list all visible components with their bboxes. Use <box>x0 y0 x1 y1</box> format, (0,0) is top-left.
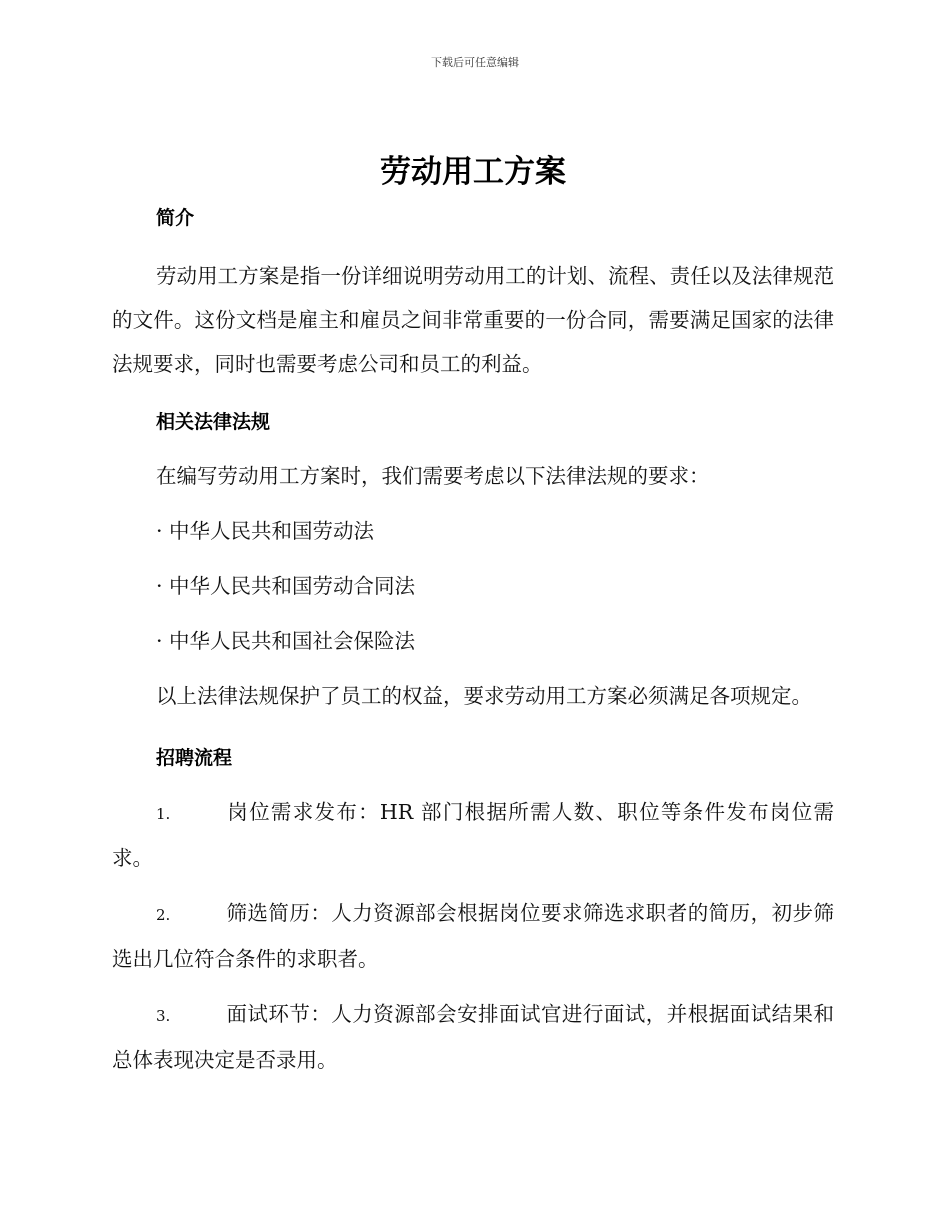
recruitment-step <box>112 992 834 1082</box>
laws-lead-paragraph: 在编写劳动用工方案时，我们需要考虑以下法律法规的要求： <box>156 464 710 488</box>
section-heading-laws: 相关法律法规 <box>156 411 271 433</box>
step-text: 筛选简历：人力资源部会根据岗位要求筛选求职者的简历，初步筛选出几位符合条件的求职者。 <box>112 901 834 971</box>
law-list-item: · 中华人民共和国社会保险法 <box>156 629 416 653</box>
step-number: 3. <box>156 1007 171 1025</box>
document-body <box>112 148 834 1082</box>
step-number: 2. <box>156 906 171 924</box>
recruitment-step <box>112 790 834 880</box>
section-heading-recruitment: 招聘流程 <box>156 747 233 769</box>
header-note: 下载后可任意编辑 <box>431 56 519 69</box>
step-number: 1. <box>156 805 171 823</box>
law-list-item: · 中华人民共和国劳动合同法 <box>156 574 416 598</box>
step-text: 岗位需求发布：HR 部门根据所需人数、职位等条件发布岗位需求。 <box>112 800 834 870</box>
document-title: 劳动用工方案 <box>380 154 566 190</box>
section-heading-intro: 简介 <box>156 207 195 229</box>
step-text: 面试环节：人力资源部会安排面试官进行面试，并根据面试结果和总体表现决定是否录用。 <box>112 1002 834 1072</box>
laws-closing-paragraph: 以上法律法规保护了员工的权益，要求劳动用工方案必须满足各项规定。 <box>156 684 812 708</box>
recruitment-step <box>112 891 834 981</box>
intro-paragraph: 劳动用工方案是指一份详细说明劳动用工的计划、流程、责任以及法律规范的文件。这份文档是雇主和雇员之间非常重要的一份合同，需要满足国家的法律法规要求，同时也需要考虑公司和员工的利益。 <box>112 264 834 376</box>
law-list-item: · 中华人民共和国劳动法 <box>156 519 375 543</box>
